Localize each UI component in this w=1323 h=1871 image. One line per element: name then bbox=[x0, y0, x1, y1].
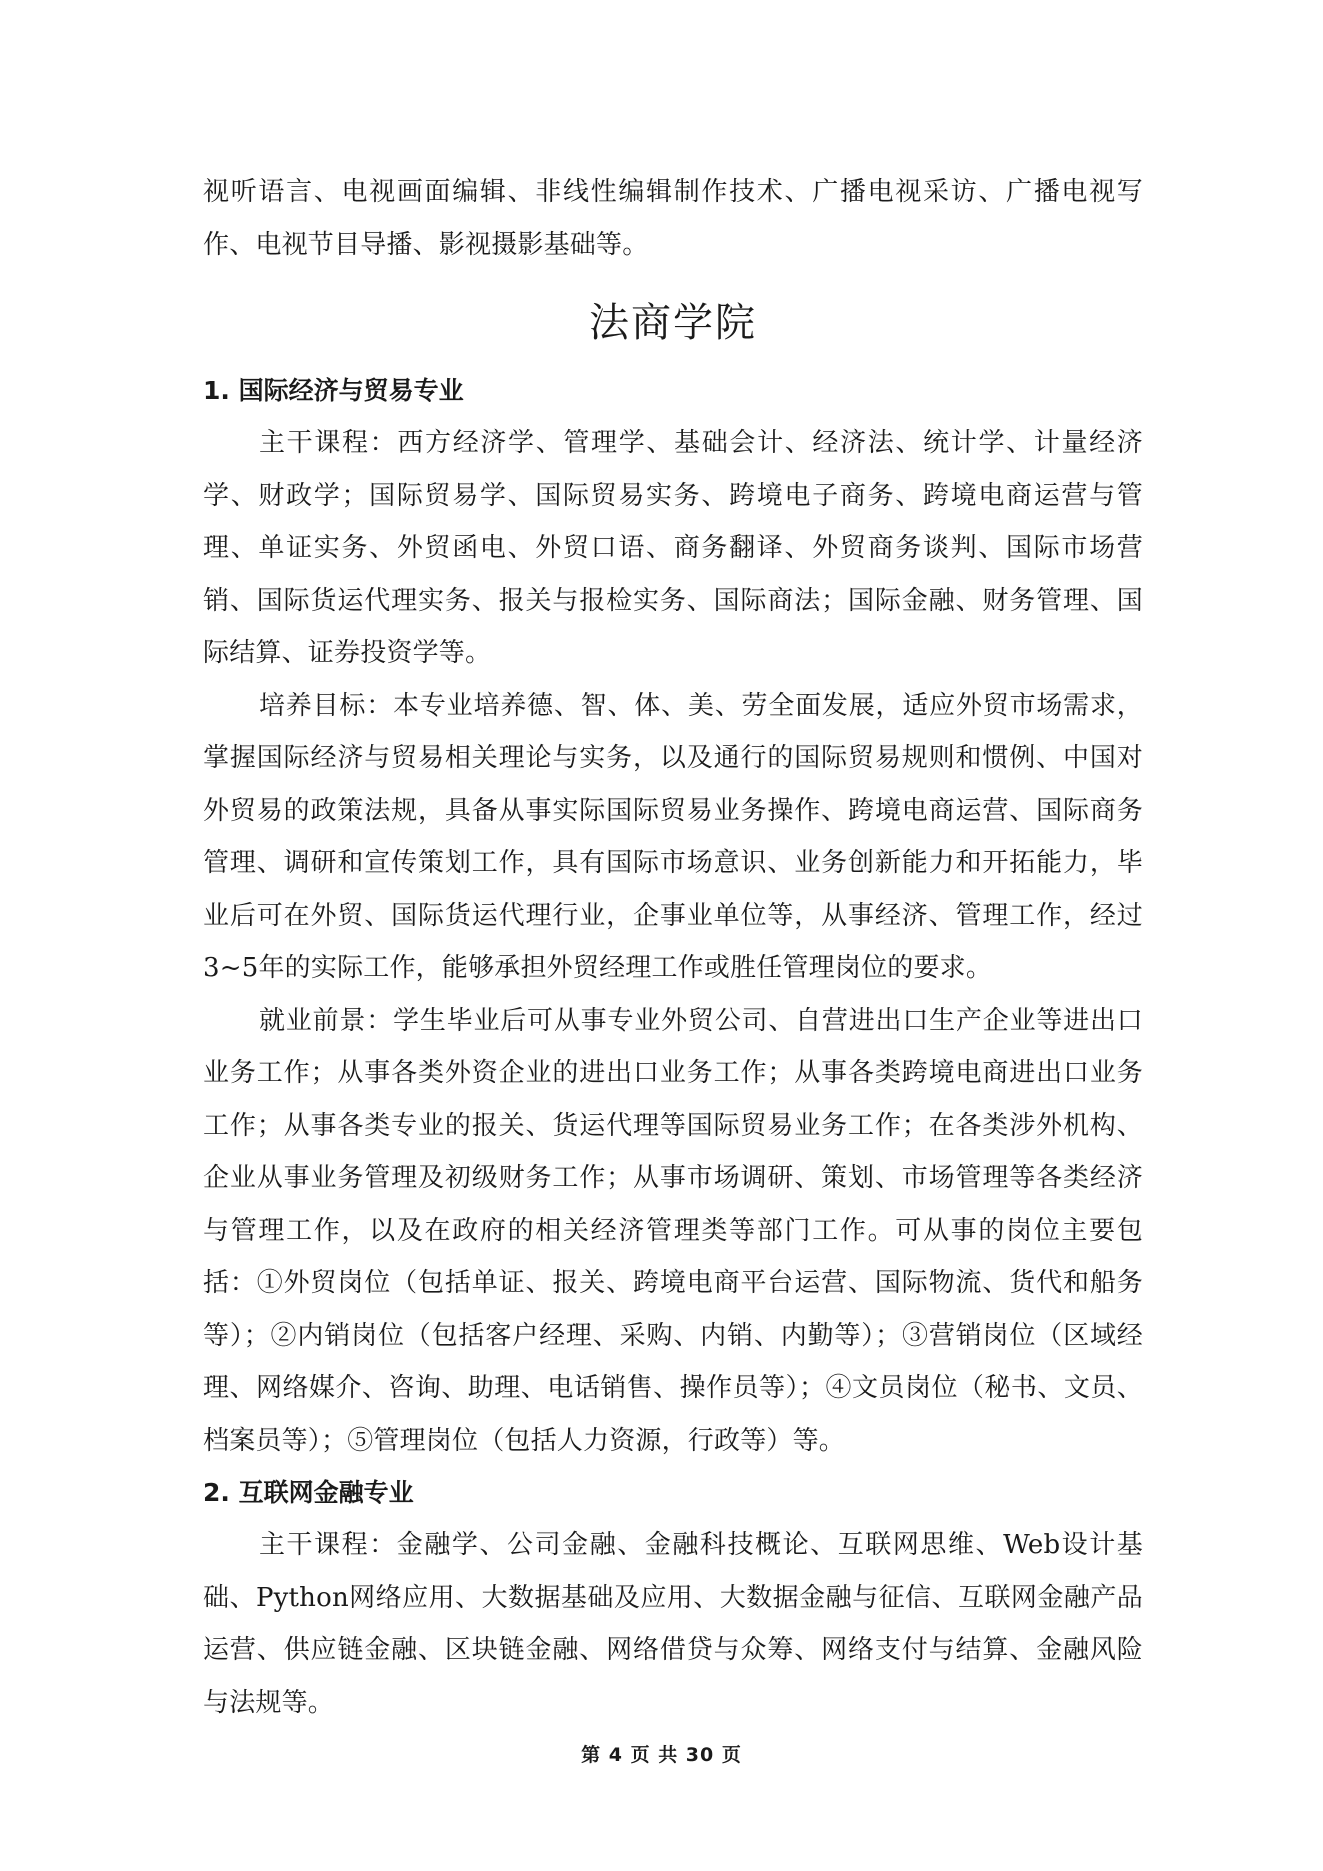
intro-paragraph: 视听语言、电视画面编辑、非线性编辑制作技术、广播电视采访、广播电视写作、电视节目导播、影视摄影基础等。 bbox=[203, 177, 1143, 260]
major-section-1 bbox=[203, 365, 1143, 1467]
major-heading: 2. 互联网金融专业 bbox=[203, 1478, 414, 1507]
college-title: 法商学院 bbox=[589, 300, 757, 346]
major-heading: 1. 国际经济与贸易专业 bbox=[203, 376, 464, 405]
major-courses-paragraph: 主干课程：金融学、公司金融、金融科技概论、互联网思维、Web设计基础、Python网络应用、大数据基础及应用、大数据金融与征信、互联网金融产品运营、供应链金融、区块链金融、网络借贷与众筹、网络支付与结算、金融风险与法规等。 bbox=[203, 1530, 1143, 1718]
major-courses-paragraph: 主干课程：西方经济学、管理学、基础会计、经济法、统计学、计量经济学、财政学；国际贸易学、国际贸易实务、跨境电子商务、跨境电商运营与管理、单证实务、外贸函电、外贸口语、商务翻译、外贸商务谈判、国际市场营销、国际货运代理实务、报关与报检实务、国际商法；国际金融、财务管理、国际结算、证券投资学等。 bbox=[203, 428, 1143, 668]
page-number-footer: 第 4 页 共 30 页 bbox=[581, 1744, 742, 1766]
major-section-2 bbox=[203, 1467, 1143, 1729]
major-prospects-paragraph: 就业前景：学生毕业后可从事专业外贸公司、自营进出口生产企业等进出口业务工作；从事各类外资企业的进出口业务工作；从事各类跨境电商进出口业务工作；从事各类专业的报关、货运代理等国际贸易业务工作；在各类涉外机构、企业从事业务管理及初级财务工作；从事市场调研、策划、市场管理等各类经济与管理工作，以及在政府的相关经济管理类等部门工作。可从事的岗位主要包括：①外贸岗位（包括单证、报关、跨境电商平台运营、国际物流、货代和船务等）；②内销岗位（包括客户经理、采购、内销、内勤等）；③营销岗位（区域经理、网络媒介、咨询、助理、电话销售、操作员等）；④文员岗位（秘书、文员、档案员等）；⑤管理岗位（包括人力资源，行政等）等。 bbox=[203, 1005, 1143, 1456]
major-goal-paragraph: 培养目标：本专业培养德、智、体、美、劳全面发展，适应外贸市场需求，掌握国际经济与贸易相关理论与实务，以及通行的国际贸易规则和惯例、中国对外贸易的政策法规，具备从事实际国际贸易业务操作、跨境电商运营、国际商务管理、调研和宣传策划工作，具有国际市场意识、业务创新能力和开拓能力，毕业后可在外贸、国际货运代理行业，企事业单位等，从事经济、管理工作，经过3~5年的实际工作，能够承担外贸经理工作或胜任管理岗位的要求。 bbox=[203, 690, 1143, 983]
page-content bbox=[203, 166, 1143, 1729]
